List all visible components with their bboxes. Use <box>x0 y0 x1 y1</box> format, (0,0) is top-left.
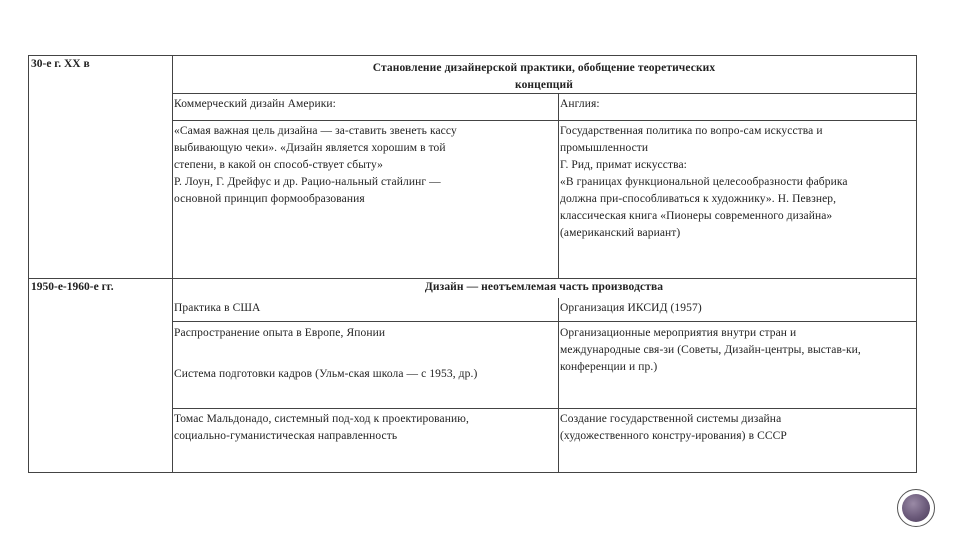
right-paragraph <box>560 123 848 242</box>
text-line: «В границах функциональной целесообразности фабрика <box>560 176 848 188</box>
section-heading-line: Становление дизайнерской практики, обобщение теоретических <box>372 62 716 74</box>
text-line: (американский вариант) <box>560 227 681 239</box>
text-line: международные свя-зи (Советы, Дизайн-центры, выстав-ки, <box>560 344 861 356</box>
text-line: степени, в какой он способ-ствует сбыту» <box>174 159 384 171</box>
text-line: промышленности <box>560 142 649 154</box>
table-left-border <box>28 55 29 473</box>
mid-column-divider-1 <box>558 93 559 278</box>
text-line: Государственная политика по вопро-сам искусства и <box>560 125 823 137</box>
text-line: выбивающую чеки». «Дизайн является хорошим в той <box>174 142 446 154</box>
rule-under-titles-1 <box>172 120 916 121</box>
text-line: (художественного констру-ирования) в СССР <box>560 430 787 442</box>
text-line: классическая книга «Пионеры современного дизайна» <box>560 210 833 222</box>
text-line: Организационные мероприятия внутри стран и <box>560 327 797 339</box>
text-line: Создание государственной системы дизайна <box>560 413 782 425</box>
column-title: Практика в США <box>174 302 261 314</box>
text-line: конференции и пр.) <box>560 361 658 373</box>
period-column-divider <box>172 55 173 473</box>
right-list <box>560 325 861 376</box>
slide-badge-inner <box>902 494 930 522</box>
table-top-border <box>28 55 916 56</box>
list-item: Томас Мальдонадо, системный под-ход к проектированию, <box>174 413 469 425</box>
section-heading: Дизайн — неотъемлемая часть производства <box>424 281 664 293</box>
text-line: должна при-способливаться к художнику». Н. Певзнер, <box>560 193 837 205</box>
section-heading <box>172 60 916 94</box>
period-label: 30-е г. XX в <box>31 58 90 70</box>
rule-under-titles-2 <box>172 321 916 322</box>
rule-left-items <box>172 408 558 409</box>
mid-column-divider-2 <box>558 298 559 473</box>
slide-badge-icon <box>897 489 935 527</box>
text-line: Р. Лоун, Г. Дрейфус и др. Рацио-нальный стайлинг — <box>174 176 441 188</box>
column-title: Англия: <box>560 98 600 110</box>
column-title: Организация ИКСИД (1957) <box>560 302 702 314</box>
list-item: социально-гуманистическая направленность <box>174 430 398 442</box>
list-item: Система подготовки кадров (Ульм-ская школа — с 1953, др.) <box>174 368 478 380</box>
rule-right-items <box>558 408 916 409</box>
table-bottom-border <box>28 472 916 473</box>
right-bottom-paragraph <box>560 411 787 445</box>
list-item: Распространение опыта в Европе, Японии <box>174 327 386 339</box>
table-right-border <box>916 55 917 473</box>
period-label: 1950-е-1960-е гг. <box>31 281 114 293</box>
left-paragraph <box>174 123 457 208</box>
section-heading-line: концепций <box>515 79 573 91</box>
text-line: «Самая важная цель дизайна — за-ставить звенеть кассу <box>174 125 457 137</box>
column-title: Коммерческий дизайн Америки: <box>174 98 336 110</box>
text-line: основной принцип формообразования <box>174 193 365 205</box>
text-line: Г. Рид, примат искусства: <box>560 159 687 171</box>
